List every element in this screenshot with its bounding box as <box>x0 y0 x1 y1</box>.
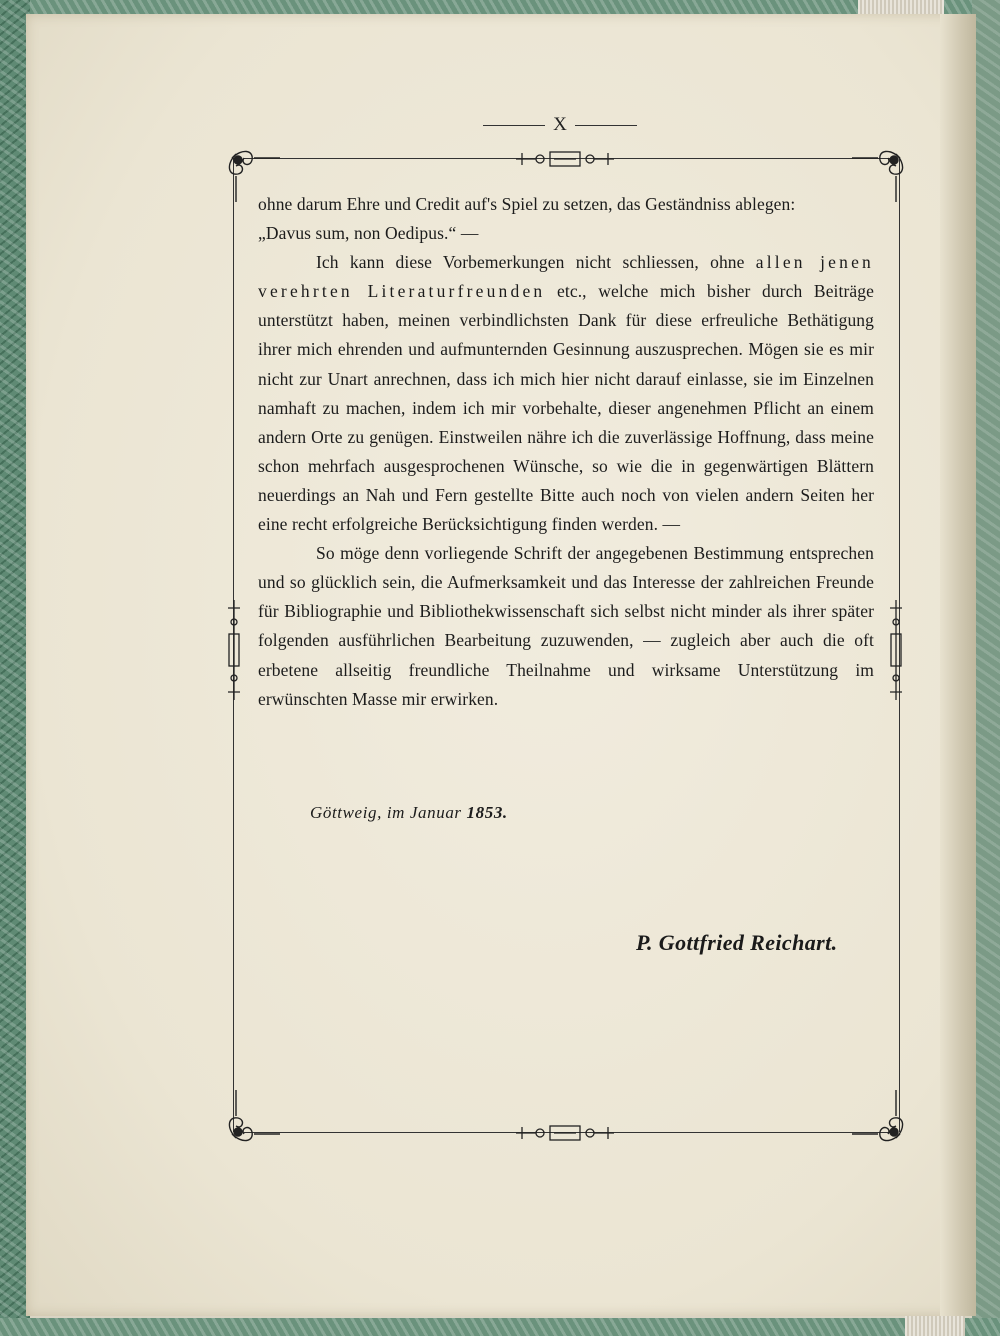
bottom-center-ornament-icon <box>510 1122 620 1144</box>
left-side-ornament-icon <box>225 600 243 700</box>
binding-bottom-edge <box>0 1318 1000 1336</box>
page-number-rule-right <box>575 125 637 126</box>
body-text <box>258 190 874 714</box>
paragraph-rest: etc., welche mich bisher durch Beiträge unterstützt haben, meinen verbindlichsten Dank für diese erfreuliche Bethätigung ihrer mich ehrenden und aufmunternden Gesinnung auszusprechen. Mögen sie es mir nicht zur Unart anrechnen, dass ich mich hier nicht darauf einlasse, sie im Einzelnen namhaft zu machen, indem ich mir vorbehalte, dieser angenehmen Pflicht an einem andern Orte zu genügen. Einstweilen nähre ich die zuverlässige Hoffnung, dass meine schon mehrfach ausgesprochenen Wünsche, so wie die in gegenwärtigen Blättern neuerdings an Nah und Fern gestellte Bitte auch noch von vielen andern Seiten her eine recht erfolgreiche Berücksichtigung finden werden. — <box>258 281 874 535</box>
spaced-emphasis: allen jenen verehrten Literaturfreunden <box>258 252 874 302</box>
dateline-month: , im Januar <box>377 803 467 822</box>
text-line: ohne darum Ehre und Credit auf's Spiel zu setzen, das Geständniss ablegen: <box>258 194 796 214</box>
top-center-ornament-icon <box>510 148 620 170</box>
page-number-label: X <box>553 114 567 135</box>
author-signature: P. Gottfried Reichart. <box>636 930 838 955</box>
page-number-rule-left <box>483 125 545 126</box>
dateline <box>310 803 508 823</box>
paragraph-acknowledgements <box>258 248 874 539</box>
bookmark-ribbon-bottom <box>905 1314 965 1336</box>
paragraph-closing: So möge denn vorliegende Schrift der angegebenen Bestimmung entsprechen und so glücklich sein, die Aufmerksamkeit und das Interesse der zahlreichen Freunde für Bibliographie und Bibliothekwissenschaft sich selbst nicht minder als ihrer später folgenden ausführlichen Bearbeitung zuzuwenden, — zugleich aber auch die oft erbetene allseitig freundliche Theilnahme und wirksame Unterstützung im erwünschten Masse mir erwirken. <box>258 543 874 709</box>
corner-ornament-bottom-left-icon <box>224 1086 284 1146</box>
right-side-ornament-icon <box>887 600 905 700</box>
dateline-year: 1853. <box>466 803 508 822</box>
corner-ornament-bottom-right-icon <box>848 1086 908 1146</box>
page-number <box>478 112 642 138</box>
paragraph-start: Ich kann diese Vorbemerkungen nicht schliessen, ohne <box>316 252 756 273</box>
text-line: „Davus sum, non Oedipus.“ — <box>258 223 479 244</box>
binding-right-edge <box>972 0 1000 1336</box>
page-fold <box>940 14 976 1316</box>
dateline-place: Göttweig <box>310 803 378 822</box>
